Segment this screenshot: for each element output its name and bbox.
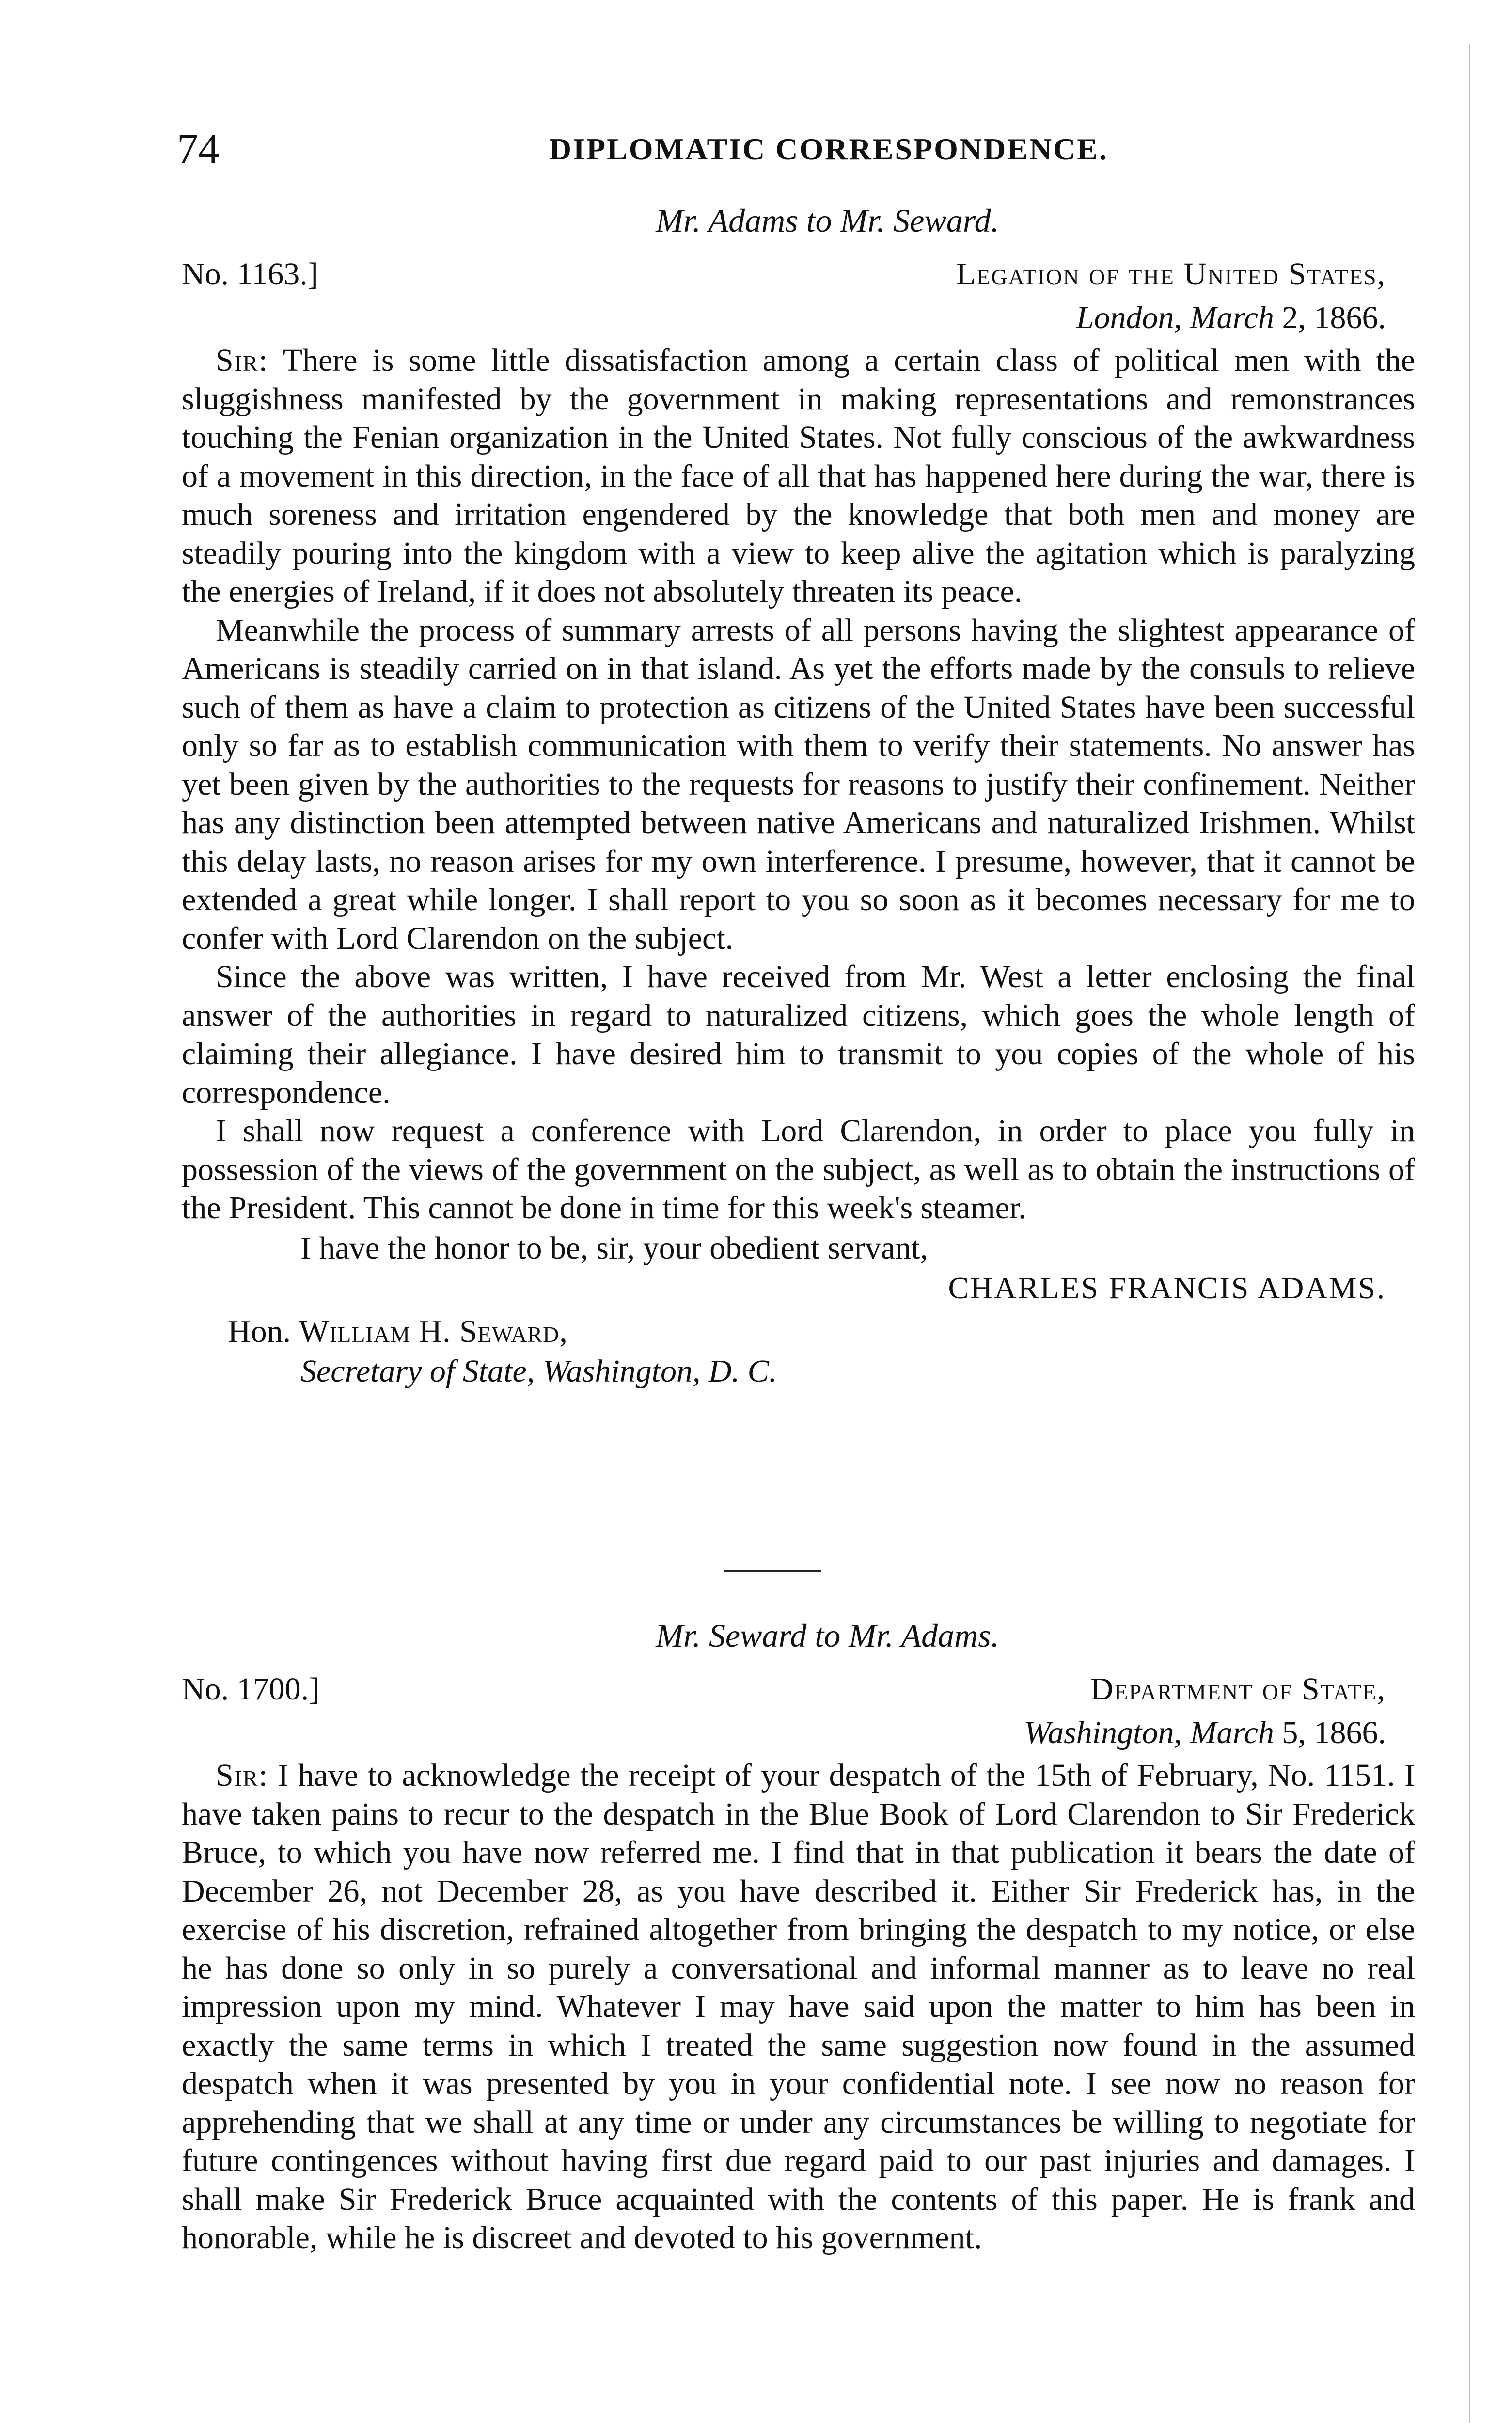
dateline — [182, 297, 1415, 339]
page-number: 74 — [177, 126, 220, 173]
paragraph-text: There is some little dissatisfaction among a certain class of political men with the sluggishness manifested by the government in making representations and remonstrances touching the Fenian organization in the United States. Not fully conscious of the awkwardness of a movement in this direction, in the face of all that has happened here during the war, there is much soreness and irritation engendered by the knowledge that both men and money are steadily pouring into the kingdom with a view to keep alive the agitation which is paralyzing the energies of Ireland, if it does not absolutely threaten its peace. — [182, 343, 1415, 609]
dateline-date: 2, 1866. — [1282, 300, 1386, 335]
body-paragraph — [182, 1756, 1415, 2257]
salutation: Sir: — [216, 343, 269, 378]
addressee-title: Secretary of State, Washington, D. C. — [300, 1353, 777, 1389]
running-head: DIPLOMATIC CORRESPONDENCE. — [549, 132, 1109, 166]
dateline — [182, 1712, 1415, 1754]
letter-heading: Mr. Adams to Mr. Seward. — [656, 202, 999, 239]
page-header — [177, 125, 1437, 173]
dateline-place: Washington, March — [1024, 1715, 1274, 1750]
letter-meta — [182, 252, 1415, 297]
letter-meta — [182, 1667, 1415, 1712]
letter-seward-to-adams — [182, 1614, 1415, 2257]
despatch-number: No. 1700.] — [182, 1671, 320, 1707]
body-paragraph: Meanwhile the process of summary arrests of all persons having the slightest appearance of Americans is steadily carried on in that island. As yet the efforts made by the consuls to relieve such of them as have a claim to protection as citizens of the United States have been successful only so far as to establish communication with them to verify their statements. No answer has yet been given by the authorities to the requests for reasons to justify their confinement. Neither has any distinction been attempted between native Americans and naturalized Irishmen. Whilst this delay lasts, no reason arises for my own interference. I presume, however, that it cannot be extended a great while longer. I shall report to you so soon as it becomes necessary for me to confer with Lord Clarendon on the subject. — [182, 612, 1415, 956]
page-margin-line — [1469, 44, 1470, 2423]
addressee-name: William H. Seward, — [299, 1313, 568, 1349]
dateline-place: London, March — [1076, 300, 1274, 335]
sender-office: Legation of the United States, — [956, 256, 1386, 292]
addressee-prefix: Hon. — [228, 1313, 291, 1349]
body-paragraph: I shall now request a conference with Lord Clarendon, in order to place you fully in possession of the views of the government on the subject, as well as to obtain the instructions of the President. This cannot be done in time for this week's steamer. — [182, 1113, 1415, 1226]
section-divider — [724, 1570, 821, 1572]
sender-office: Department of State, — [1090, 1671, 1386, 1707]
letter-heading: Mr. Seward to Mr. Adams. — [656, 1617, 999, 1654]
despatch-number: No. 1163.] — [182, 256, 318, 292]
closing-line: I have the honor to be, sir, your obedient servant, — [300, 1230, 928, 1266]
body-paragraph: Since the above was written, I have received from Mr. West a letter enclosing the final answer of the authorities in regard to naturalized citizens, which goes the whole length of claiming their allegiance. I have desired him to transmit to you copies of the whole of his correspondence. — [182, 959, 1415, 1110]
letter-adams-to-seward — [182, 199, 1415, 1391]
paragraph-text: I have to acknowledge the receipt of your despatch of the 15th of February, No. 1151. I have taken pains to recur to the despatch in the Blue Book of Lord Clarendon to Sir Frederick Bruce, to which you have now referred me. I find that in that publication it bears the date of December 26, not December 28, as you have described it. Either Sir Frederick has, in the exercise of his discretion, refrained altogether from bringing the despatch to my notice, or else he has done so only in so purely a conversational and informal manner as to leave no real impression upon my mind. Whatever I may have said upon the matter to him has been in exactly the same terms in which I treated the same suggestion now found in the assumed despatch when it was presented by you in your confidential note. I see now no reason for apprehending that we shall at any time or under any circumstances be willing to negotiate for future contingences without having first due regard paid to our past injuries and damages. I shall make Sir Frederick Bruce acquainted with the contents of this paper. He is frank and honorable, while he is discreet and devoted to his government. — [182, 1758, 1415, 2255]
body-paragraph — [182, 341, 1415, 611]
dateline-date: 5, 1866. — [1282, 1715, 1386, 1750]
signature: CHARLES FRANCIS ADAMS. — [948, 1270, 1386, 1305]
salutation: Sir: — [216, 1758, 269, 1793]
addressee — [182, 1312, 1415, 1352]
